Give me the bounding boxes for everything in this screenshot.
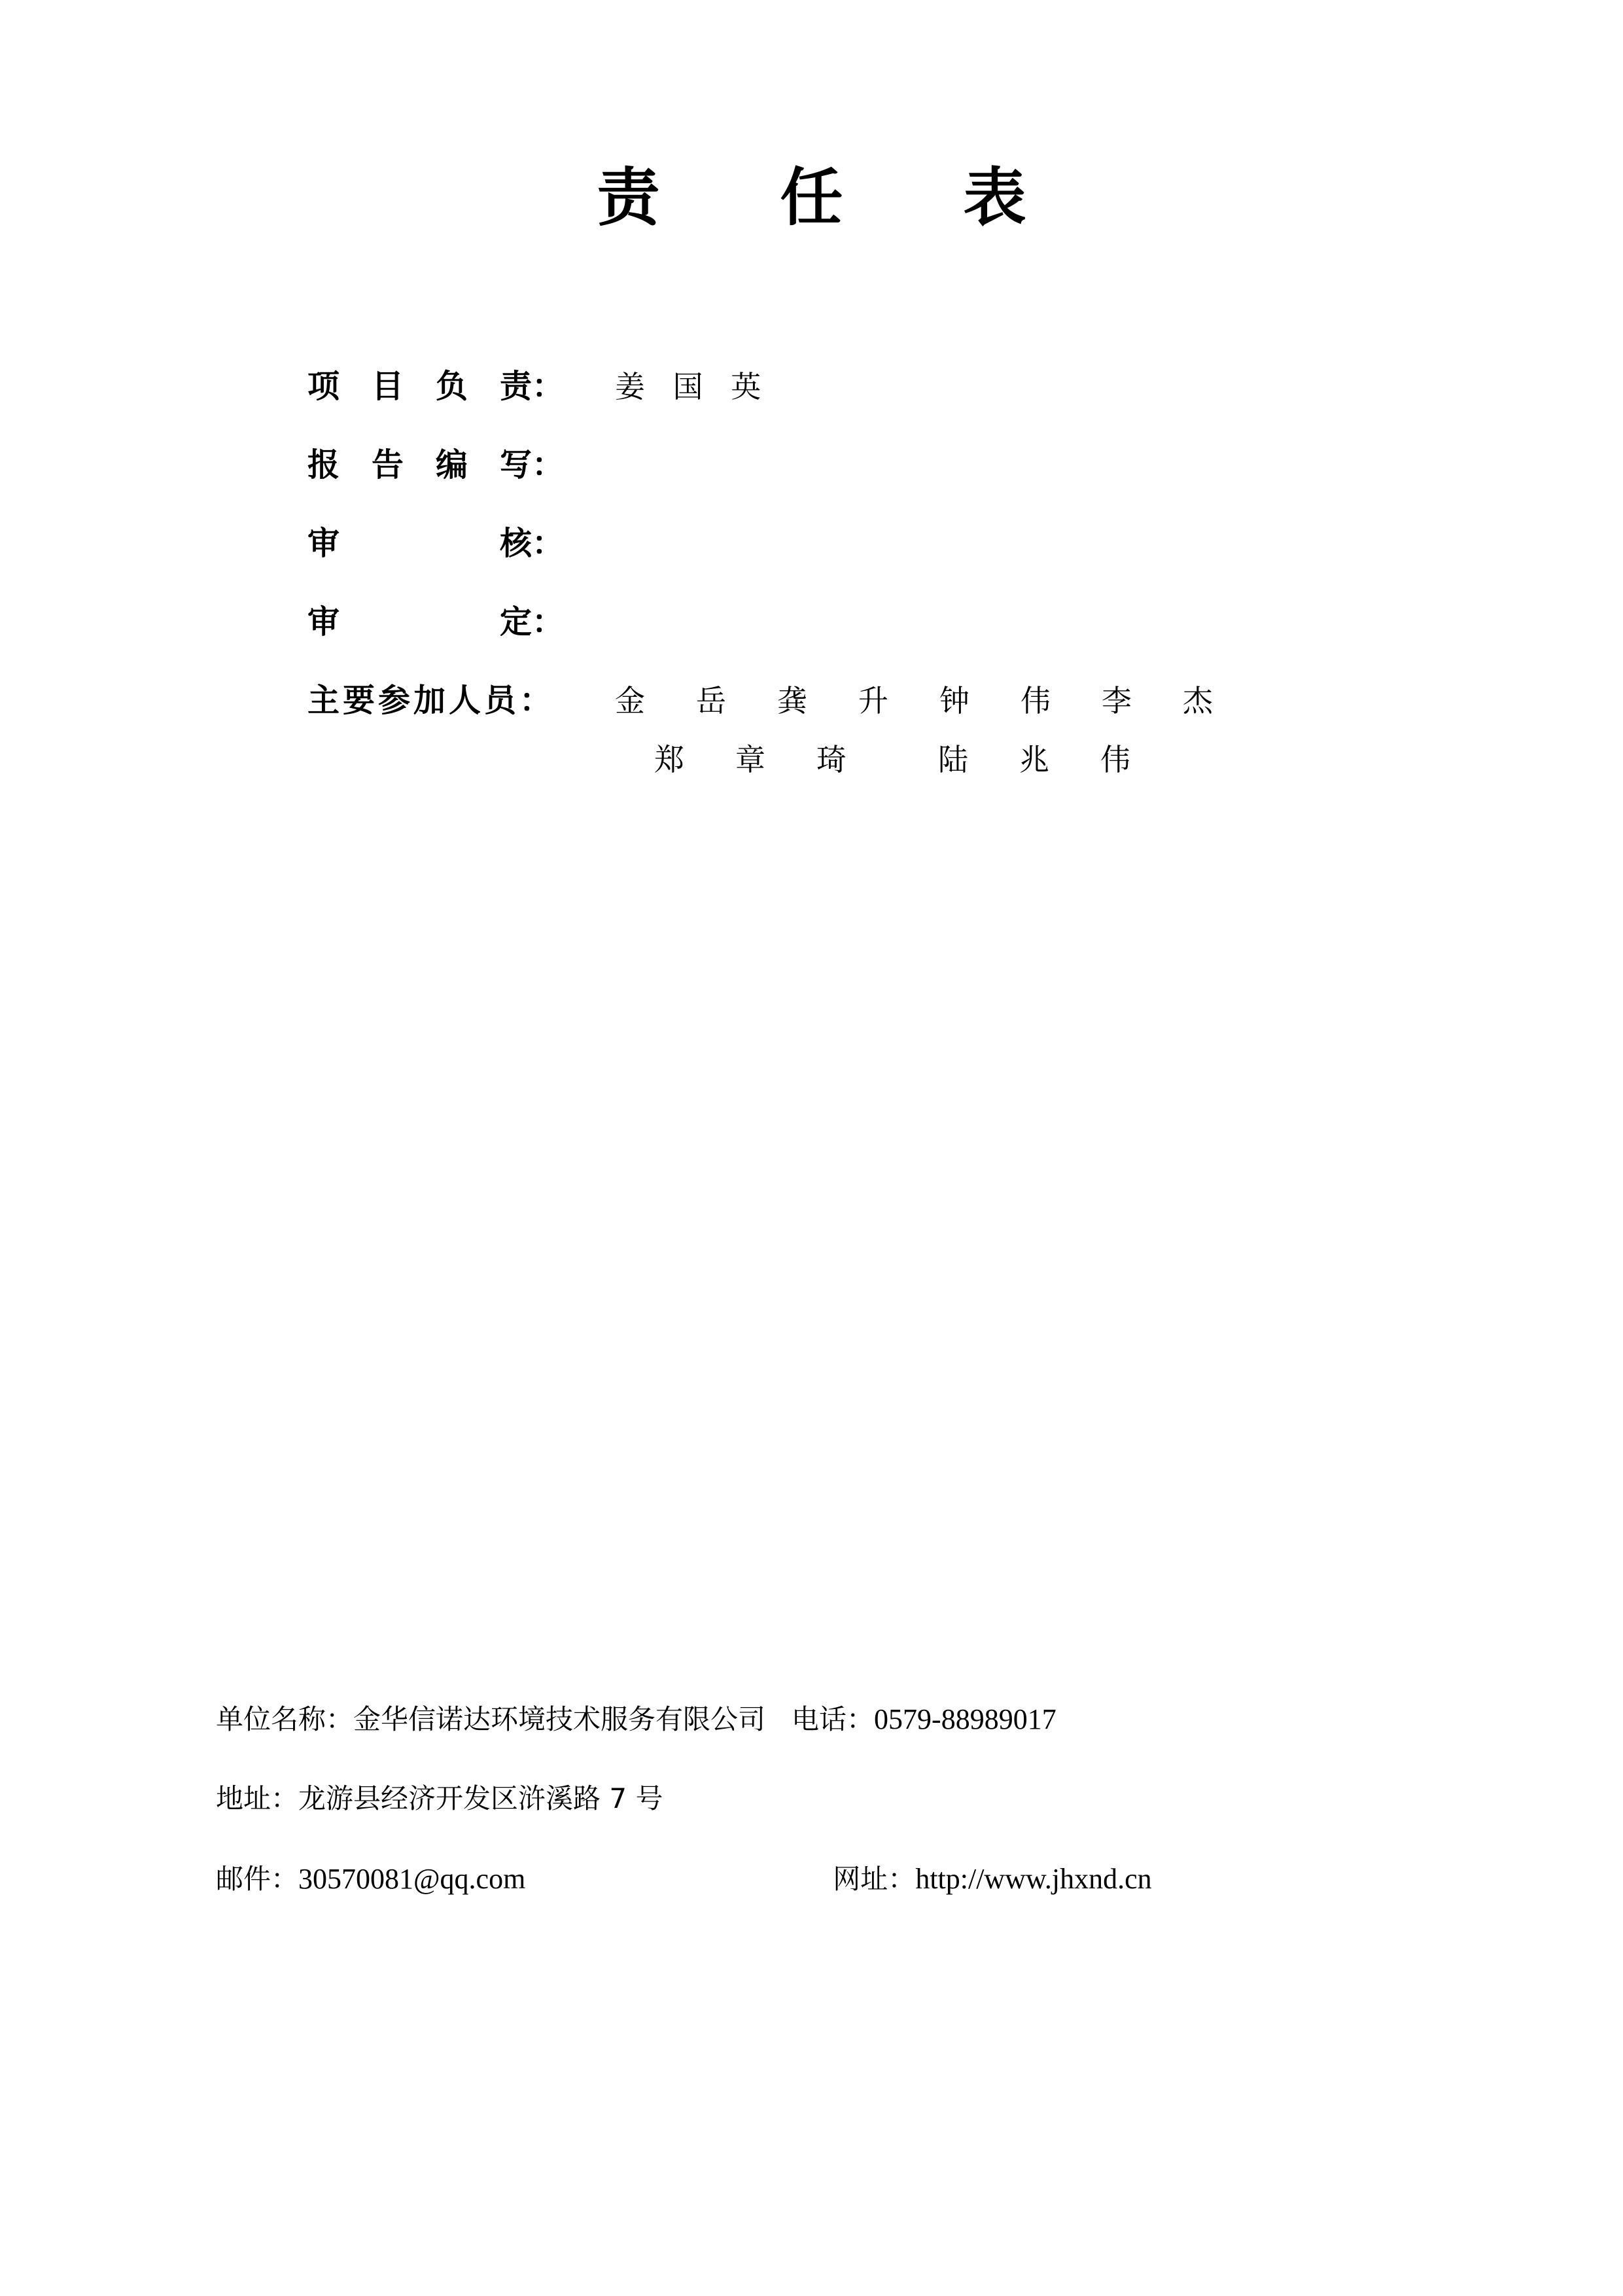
website-label: 网址： [833, 1862, 916, 1895]
email-value: 30570081@qq.com [298, 1862, 526, 1895]
responsibility-label-members: 主要参加人员： [307, 682, 555, 719]
page-title: 责 任 表 [597, 161, 1055, 234]
website-value: http://www.jhxnd.cn [915, 1862, 1152, 1895]
responsibility-members-line-1: 金 岳 龚 升 钟 伟 李 杰 [615, 683, 1223, 718]
address-value: 龙游县经济开发区浒溪路 7 号 [298, 1782, 663, 1814]
responsibility-label-project-lead: 项 目 负 责： [307, 368, 565, 405]
company-name-label: 单位名称： [216, 1703, 354, 1735]
responsibility-row-project-lead [307, 366, 1367, 412]
responsibility-members-line-2: 郑 章 琦 陆 兆 伟 [654, 741, 1141, 777]
responsibility-row-reviewer [307, 523, 1367, 569]
contact-row-email-website [216, 1861, 1426, 1897]
responsibility-list [307, 366, 1367, 813]
email-label: 邮件： [216, 1862, 299, 1895]
responsibility-row-members [307, 680, 1367, 780]
phone-value: 0579-88989017 [874, 1703, 1056, 1735]
address-label: 地址： [216, 1782, 299, 1814]
responsibility-row-approver [307, 602, 1367, 648]
responsibility-label-approver: 审 定： [307, 603, 565, 641]
contact-row-company [216, 1701, 1426, 1737]
contact-row-address [216, 1782, 1426, 1816]
responsibility-label-report-writer: 报 告 编 写： [307, 446, 565, 484]
contact-info [216, 1701, 1426, 1941]
responsibility-label-reviewer: 审 核： [307, 525, 565, 562]
company-name-value: 金华信诺达环境技术服务有限公司 [353, 1703, 766, 1735]
responsibility-value-project-lead: 姜 国 英 [615, 369, 771, 404]
responsibility-row-report-writer [307, 445, 1367, 491]
responsibility-members-values [615, 682, 1223, 780]
phone-label: 电话： [792, 1703, 875, 1735]
